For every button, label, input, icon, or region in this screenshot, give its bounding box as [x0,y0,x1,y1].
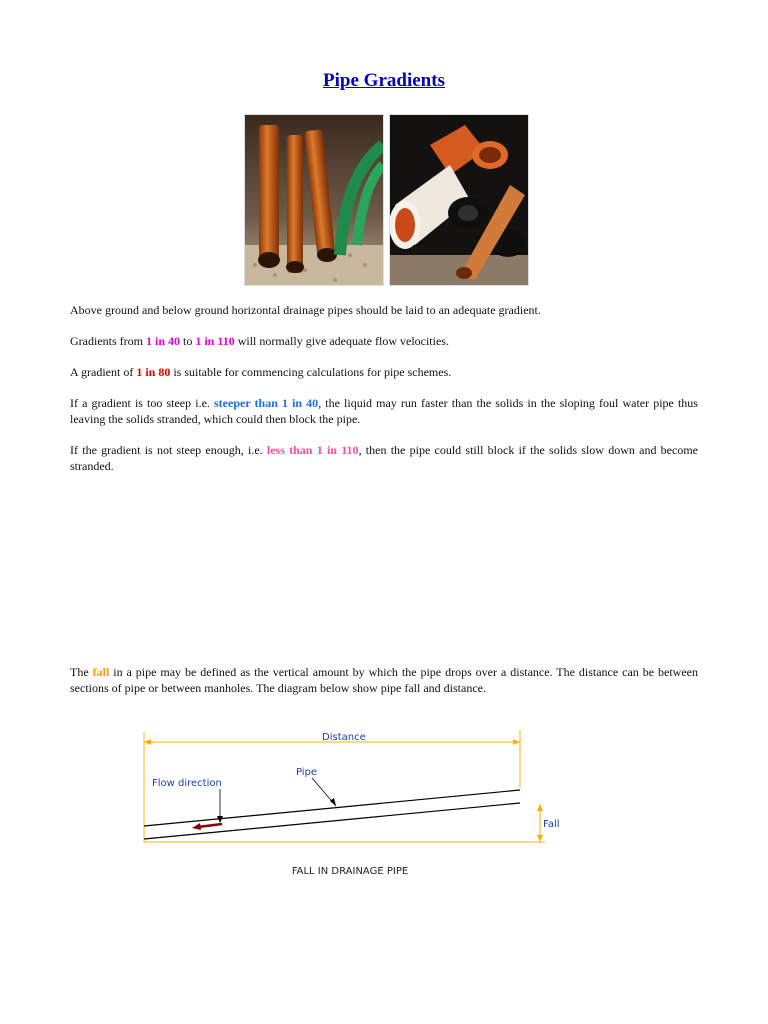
fall-arrow-bottom-icon [537,835,543,842]
gradient-1-in-110: 1 in 110 [195,334,235,348]
diagram-caption: FALL IN DRAINAGE PIPE [291,866,409,877]
gradient-1-in-80: 1 in 80 [136,365,171,379]
fall-definition-paragraph [70,664,698,696]
text-span: in a pipe may be defined as the vertical amount by which the pipe drops over a distance. The distance can be between sections of pipe or between manholes. The diagram below show pipe fall and distance. [70,665,699,695]
distance-arrow-left-icon [144,739,151,745]
suitable-gradient-paragraph [70,364,698,380]
orange-green-pipes-image [245,115,383,285]
fall-label: Fall [543,819,560,830]
pipe-label: Pipe [296,767,318,778]
text-span: Gradients from [70,334,146,348]
text-span: If the gradient is not steep enough, i.e. [70,443,267,457]
fall-arrow-top-icon [537,804,543,811]
text-span: , the liquid may run faster than the solids in the sloping foul water pipe thus leaving the solids stranded, which could then block the pipe. [70,396,698,426]
page-title: Pipe Gradients [323,70,445,91]
flow-direction-arrow-icon [192,823,201,830]
flow-direction-arrow-line [198,824,222,827]
flow-direction-label: Flow direction [152,778,222,789]
intro-text: Above ground and below ground horizontal drainage pipes should be laid to an adequate gradient. [70,303,541,317]
steeper-than-highlight: steeper than 1 in 40 [214,396,319,410]
fall-highlight: fall [92,665,110,679]
text-span: to [180,334,196,348]
distance-label: Distance [322,732,366,743]
pipe-pointer-arrow-icon [330,798,336,806]
pipes-photo-right [389,114,529,286]
text-span: will normally give adequate flow velocities. [234,334,449,348]
pipe-fittings-image [390,115,528,285]
pipes-photo-left [244,114,384,286]
text-span: If a gradient is too steep i.e. [70,396,214,410]
less-than-highlight: less than 1 in 110 [266,443,359,457]
intro-paragraph [70,302,698,318]
pipe-fall-diagram [140,724,560,850]
text-span: A gradient of [70,365,137,379]
text-span: is suitable for commencing calculations for pipe schemes. [170,365,452,379]
distance-arrow-right-icon [513,739,520,745]
steep-gradient-paragraph [70,395,698,427]
pipe-fall-drawing [140,724,560,850]
gradient-1-in-40: 1 in 40 [145,334,180,348]
shallow-gradient-paragraph [70,442,698,474]
text-span: , then the pipe could still block if the solids slow down and become stranded. [70,443,698,473]
gradient-range-paragraph [70,333,698,349]
text-span: The [70,665,93,679]
